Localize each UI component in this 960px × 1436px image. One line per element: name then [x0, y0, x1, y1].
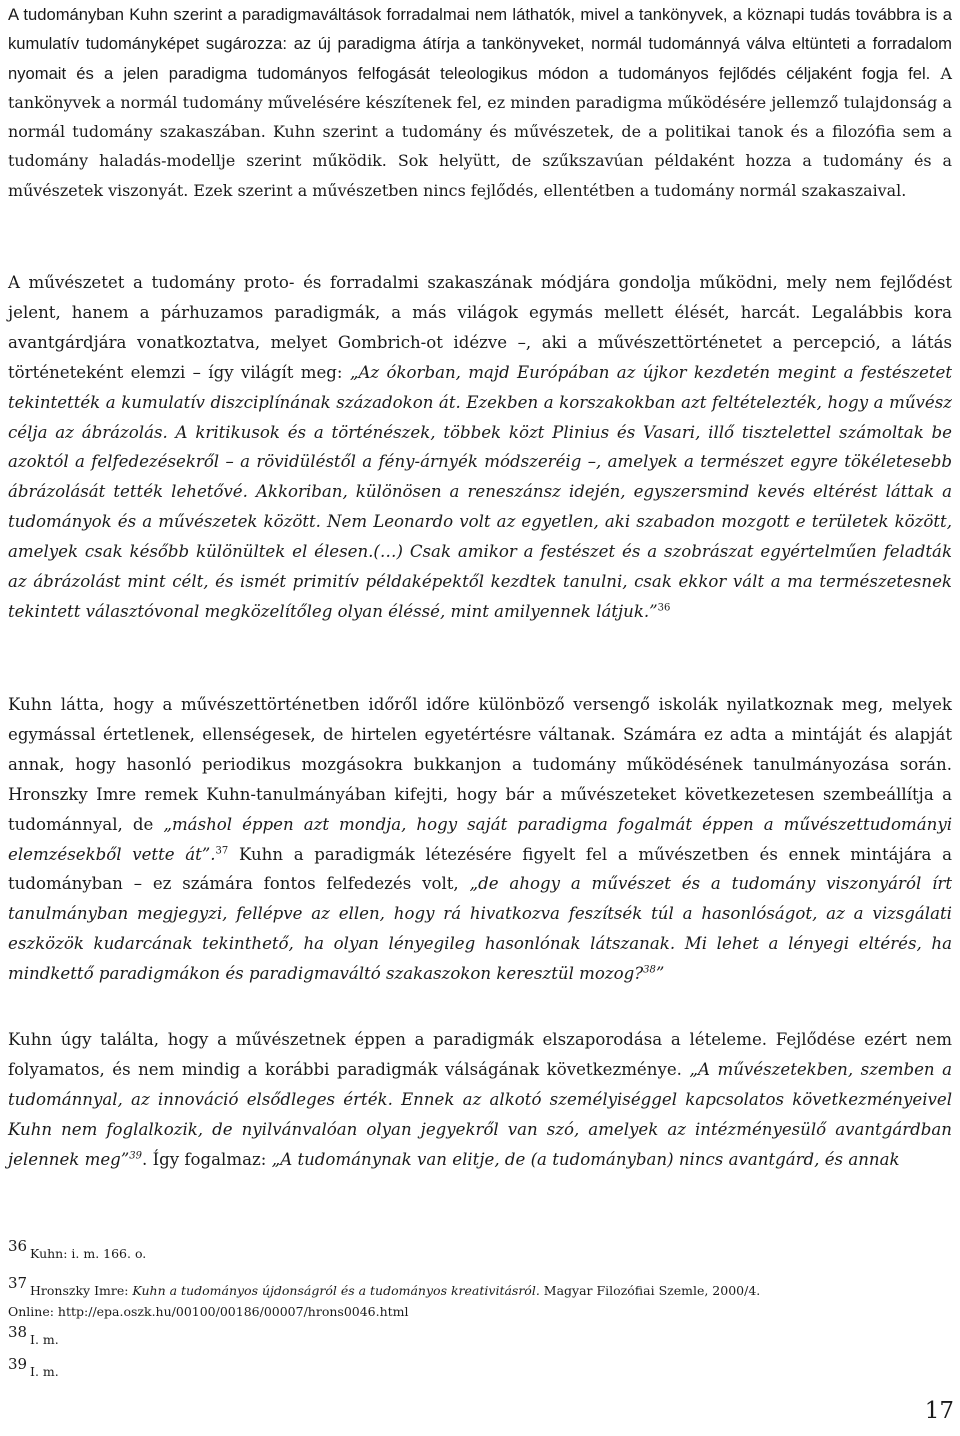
footnote-37-author: Hronszky Imre: — [30, 1283, 133, 1298]
quote-close: ” — [655, 964, 665, 984]
footnote-ref-36: 36 — [657, 602, 671, 614]
footnote-37-title: Kuhn a tudományos újdonságról és a tudományos kreativitásról. — [132, 1283, 540, 1298]
footnote-ref-39: 39 — [129, 1150, 143, 1162]
footnote-38-text: I. m. — [30, 1332, 59, 1347]
footnote-36-mark: 36 — [8, 1237, 28, 1255]
gombrich-quote: „Az ókorban, majd Európában az újkor kezdetén megint a festészetet tekintették a kumulatív diszciplínának századokon át. Ezekben a korszakokban azt feltételezték, hogy a művész célja az ábrázolás. A kritikusok és a történészek, többek közt Plinius és Vasari, illő tisztelettel számoltak be azoktól a felfedezésekről – a rövidüléstől a fény-árnyék módszeréig –, amelyek a természet egyre tökéletesebb ábrázolását tették lehetővé. Akkoriban, különösen a reneszánsz idején, egyszersmind kevés eltérést láttak a tudományok és a művészetek között. Nem Leonardo volt az egyetlen, aki szabadon mozgott e területek között, amelyek csak később különültek el élesen.(…) Csak amikor a festészet és a szobrászat egyértelműen feladták az ábrázolást mint célt, és ismét primitív példaképektől kezdtek tanulni, csak ekkor vált a ma természetesnek tekintett választóvonal megközelítőleg olyan éléssé, mint amilyennek látjuk.” — [8, 362, 952, 621]
paragraph-1: A tudományban Kuhn szerint a paradigmaváltások forradalmai nem láthatók, mivel a tankönyvek, a köznapi tudás továbbra is a kumulatív tudományképet sugározza: az új paradigma átírja a tankönyveket, normál tudománnyá válva eltünteti a forradalom nyomait és a jelen paradigma tudományos felfogását teleologikus módon a tudományos fejlődés céljaként fogja fel. — [8, 5, 952, 83]
hronszky-quote-2: „de ahogy a művészet és a tudomány viszonyáról írt tanulmányban megjegyzi, fellépve az ellen, hogy rá hivatkozva feszítsék túl a hasonlóságot, az a vizsgálati eszközök kudarcának tekinthető, ha olyan lényegileg hasonlónak látszanak. Mi lehet a lényegi eltérés, ha mindkettő paradigmákon és paradigmaváltó szakaszokon keresztül mozog? — [8, 874, 953, 984]
page-number: 17 — [924, 1398, 954, 1424]
paragraph-3-text: A művészetet a tudomány proto- és forradalmi szakaszának módjára gondolja működni, mely nem fejlődést jelent, hanem a párhuzamos paradigmák, a más világok egymás mellett élését, harcát. Legalábbis kora avantgárdjára vonatkoztatva, melyet Gombrich-ot idézve –, aki a művészettörténetet a percepció, a látás történeteként elemzi – így világít meg: — [8, 273, 952, 382]
paragraph-1-block — [8, 0, 952, 205]
paragraph-5-text-b: . Így fogalmaz: — [142, 1149, 272, 1169]
paragraph-3 — [8, 268, 952, 627]
paragraph-4 — [8, 690, 952, 989]
footnote-39-mark: 39 — [8, 1355, 28, 1373]
footnote-ref-37: 37 — [215, 845, 229, 856]
footnote-37-mark: 37 — [8, 1274, 28, 1292]
footnote-39-text: I. m. — [30, 1364, 59, 1379]
footnote-36-text: Kuhn: i. m. 166. o. — [30, 1246, 147, 1261]
innovation-quote: „A művészetekben, szemben a tudománnyal, az innováció elsődleges érték. Ennek az alkotó személyiséggel kapcsolatos következményeivel Kuhn nem foglalkozik, de nyilvánvalóan olyan jegyekről van szó, amelyek az intézményesülő avantgárdban jelennek meg” — [8, 1059, 952, 1169]
paragraph-4-text-b: Kuhn a paradigmák létezésére figyelt fel a művészetben és ennek mintájára a tudományban – ez számára fontos felfedezés volt, — [8, 844, 952, 894]
hronszky-quote-1: „máshol éppen azt mondja, hogy saját paradigma fogalmát éppen a művészettudományi elemzésekből vette át”. — [8, 814, 952, 864]
paragraph-5 — [8, 1025, 952, 1175]
footnote-37 — [8, 1274, 761, 1299]
paragraph-5-text-a: Kuhn úgy találta, hogy a művészetnek éppen a paradigmák elszaporodása a lételeme. Fejlődése ezért nem folyamatos, és nem mindig a korábbi paradigmák válságának következménye. — [8, 1030, 952, 1079]
footnote-38-mark: 38 — [8, 1323, 28, 1341]
footnote-37-online[interactable]: Online: http://epa.oszk.hu/00100/00186/00007/hrons0046.html — [8, 1304, 409, 1319]
footnote-36 — [8, 1237, 147, 1262]
elite-quote: „A tudománynak van elitje, de (a tudományban) nincs avantgárd, és annak — [271, 1149, 900, 1169]
footnote-ref-38: 38 — [643, 964, 656, 976]
paragraph-4-text-a: Kuhn látta, hogy a művészettörténetben időről időre különböző versengő iskolák nyilatkoznak meg, melyek egymással értetlenek, ellenségesek, de hirtelen egyetértésre váltanak. Számára ez adta a mintáját és alapját annak, hogy hasonló periodikus mozgásokra bukkanjon a tudomány működésének tanulmányozása során. Hronszky Imre remek Kuhn-tanulmányában kifejti, hogy bár a művészeteket következetesen szembeállítja a tudománnyal, de — [8, 695, 952, 834]
footnote-39 — [8, 1355, 59, 1380]
footnote-37-publication: Magyar Filozófiai Szemle, 2000/4. — [539, 1283, 761, 1298]
paragraph-2: A tankönyvek a normál tudomány művelésére készítenek fel, ez minden paradigma működésére jellemző tulajdonság a normál tudomány szakaszában. Kuhn szerint a tudomány és művészetek, de a politikai tanok és a filozófia sem a tudomány haladás-modellje szerint működik. Sok helyütt, de szűkszavúan példaként hozza a tudomány és a művészetek viszonyát. Ezek szerint a művészetben nincs fejlődés, ellentétben a tudomány normál szakaszaival. — [8, 63, 952, 200]
footnote-38 — [8, 1323, 59, 1348]
